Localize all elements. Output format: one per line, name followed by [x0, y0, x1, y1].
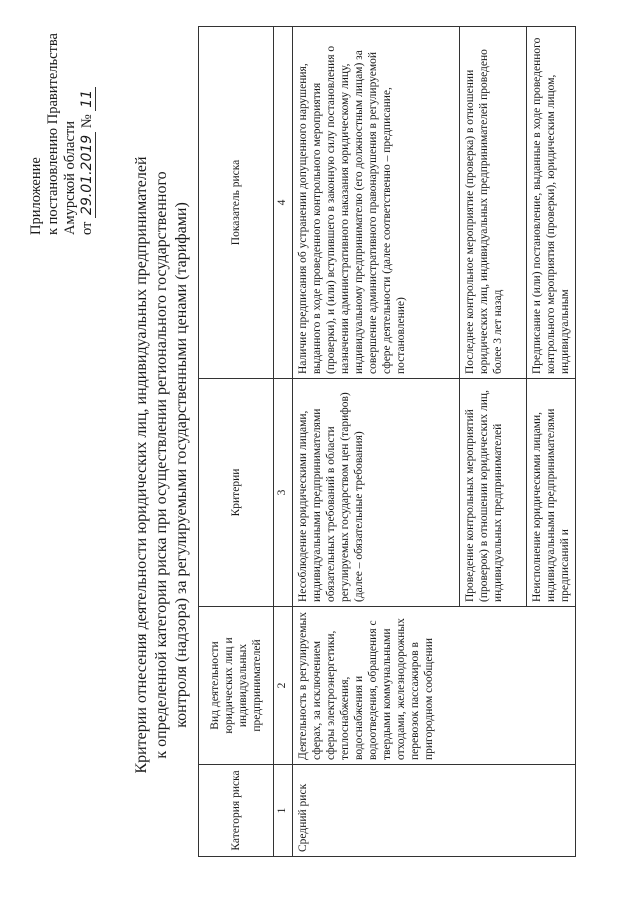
- table-header-row: [199, 27, 274, 857]
- cell-criteria: Несоблюдение юридическими лицами, индивидуальными предпринимателями обязательных требований в области регулируемых государством цен (тарифов) (далее – обязательные требования): [293, 379, 460, 607]
- title-line-3: контроля (надзора) за регулируемыми государственными ценами (тарифами): [173, 202, 190, 728]
- cell-activity: Деятельность в регулируемых сферах, за исключением сферы электроэнергетики, теплоснабжения, водоснабжения и водоотведения, обращения с твердыми коммунальными отходами, железнодорожных перевозок пассажиров в пригородном сообщении: [293, 607, 576, 765]
- number-prefix: №: [79, 114, 95, 129]
- column-number: 4: [274, 27, 293, 379]
- cell-indicator: Наличие предписания об устранении допущенного нарушения, выданного в ходе проведенного контрольного мероприятия (проверки), и (или) вступившего в законную силу постановления о назначении административного наказания юридическому лицу, индивидуальному предпринимателю (его должностным лицам) за совершение административного правонарушения в регулируемой сфере деятельности (далее соответственно – предписание, постановление): [293, 27, 460, 379]
- column-number: 2: [274, 607, 293, 765]
- header-activity: Вид деятельности юридических лиц и индивидуальных предпринимателей: [199, 607, 274, 765]
- cell-criteria: Неисполнение юридическими лицами, индивидуальными предпринимателями предписаний и: [527, 379, 576, 607]
- column-number: 1: [274, 765, 293, 857]
- document-title: [132, 65, 192, 865]
- title-line-1: Критерии отнесения деятельности юридических лиц, индивидуальных предпринимателей: [133, 156, 150, 774]
- header-criteria: Критерии: [199, 379, 274, 607]
- table-row: [293, 27, 460, 857]
- appendix-line-1: Приложение: [28, 157, 44, 235]
- cell-criteria: Проведение контрольных мероприятий (проверок) в отношении юридических лиц, индивидуальных предпринимателей: [460, 379, 527, 607]
- column-number-row: [274, 27, 293, 857]
- date-prefix: от: [79, 221, 95, 235]
- appendix-date-line: [79, 33, 96, 235]
- header-indicator: Показатель риска: [199, 27, 274, 379]
- cell-indicator: Предписание и (или) постановление, выданные в ходе проведенного контрольного мероприятия (проверки), юридическим лицом, индивидуальным: [527, 27, 576, 379]
- criteria-table: [198, 26, 576, 857]
- appendix-block: [28, 33, 96, 235]
- cell-indicator: Последнее контрольное мероприятие (проверка) в отношении юридических лиц, индивидуальных предпринимателей проведено более 3 лет назад: [460, 27, 527, 379]
- column-number: 3: [274, 379, 293, 607]
- title-line-2: к определенной категории риска при осуществлении регионального государственного: [153, 171, 170, 759]
- header-category: Категория риска: [199, 765, 274, 857]
- cell-category: Средний риск: [293, 765, 576, 857]
- handwritten-number: 11: [79, 87, 96, 111]
- appendix-line-2: к постановлению Правительства: [45, 33, 61, 235]
- appendix-line-3: Амурской области: [62, 121, 78, 235]
- handwritten-date: 29.01.2019: [79, 132, 96, 218]
